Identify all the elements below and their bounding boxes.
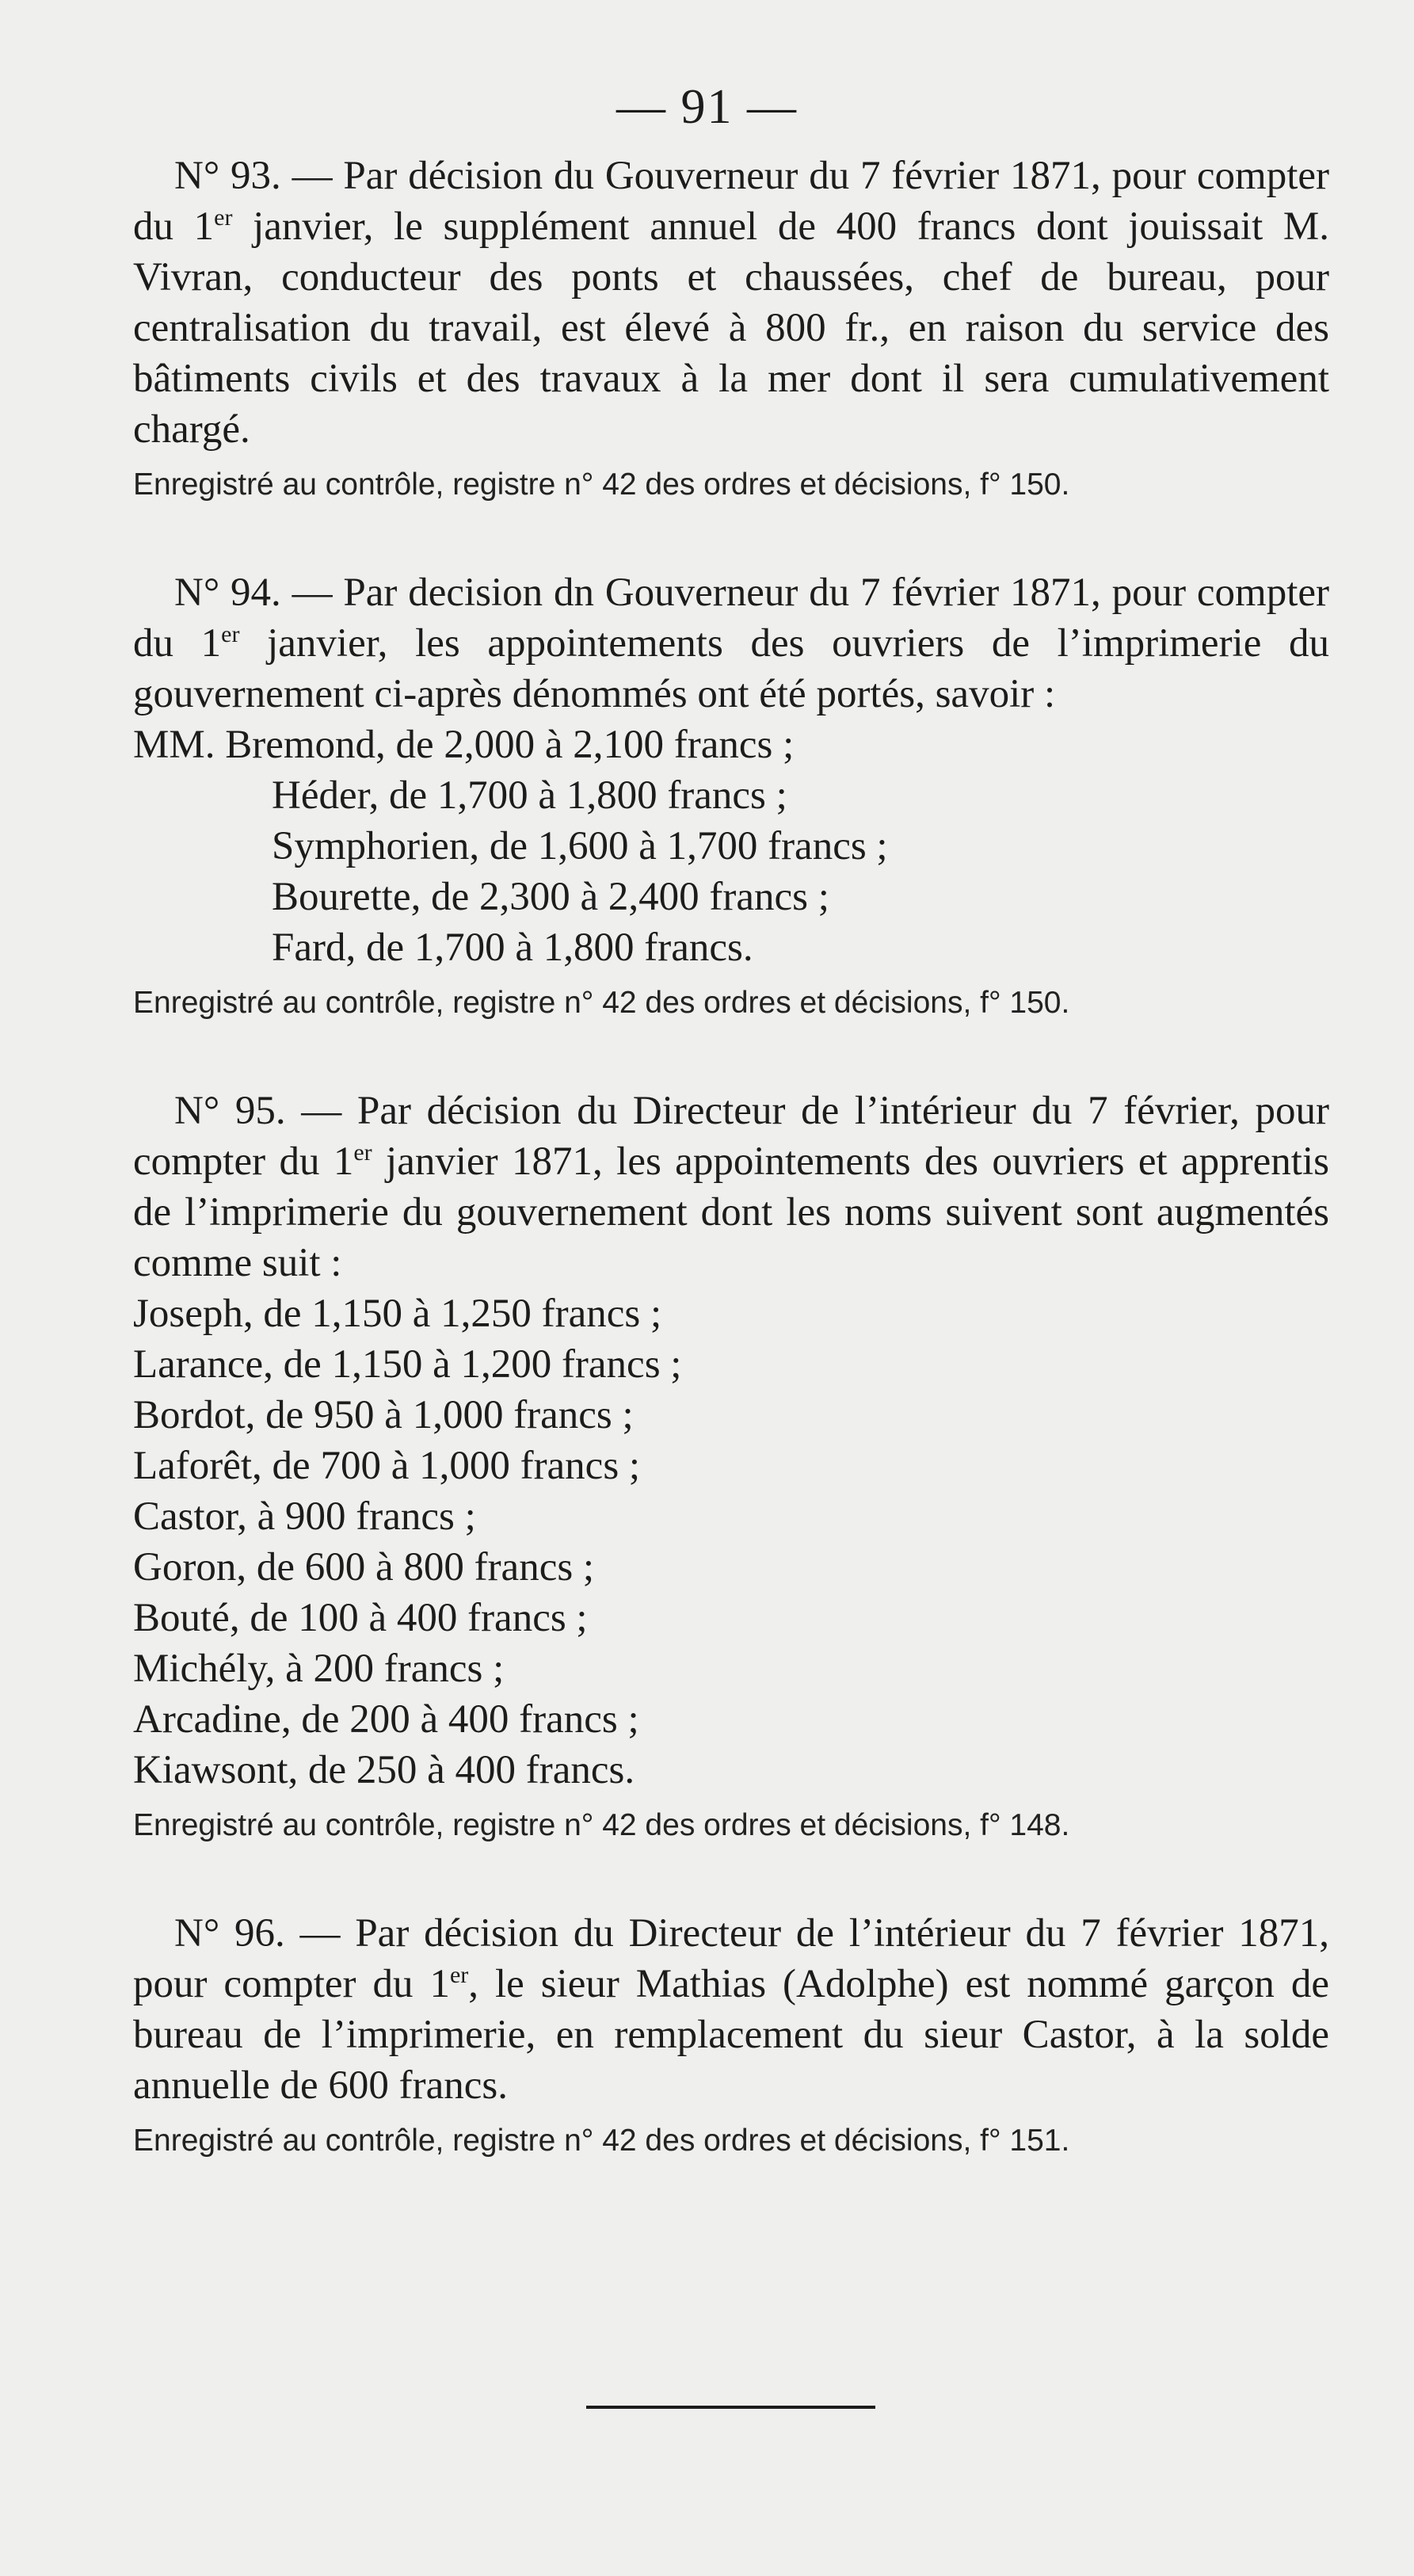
entry-text: , le sieur Mathias (Adolphe) est nommé garçon de bureau de l’imprimerie, en remplacement du sieur Castor, à la solde annuelle de 600 francs. [133,1962,1329,2108]
entry-text: — Par décision du Gouverneur du 7 février 1871, pour compter du 1 [133,154,1329,249]
entry-93-paragraph [133,151,1329,455]
entry-text: — Par décision du Directeur de l’intérieur du 7 février 1871, pour compter du 1 [133,1911,1329,2006]
entry-text: janvier, les appointements des ouvriers de l’imprimerie du gouvernement ci-après dénommés ont été portés, savoir : [133,621,1330,716]
list-item: Laforêt, de 700 à 1,000 francs ; [133,1444,641,1488]
apprentice-list [133,1288,1329,1796]
list-item: Kiawsont, de 250 à 400 francs. [133,1748,635,1792]
registration-note: Enregistré au contrôle, registre n° 42 des ordres et décisions, f° 150. [133,986,1070,1020]
list-item: Larance, de 1,150 à 1,200 francs ; [133,1342,682,1387]
page-number: — 91 — [616,80,798,134]
ordinal-suffix: er [449,1962,469,1988]
worker-list [133,719,1329,973]
entry-96 [133,1908,1329,2162]
list-item: Castor, à 900 francs ; [133,1494,476,1539]
ordinal-suffix: er [353,1139,372,1166]
list-item: Héder, de 1,700 à 1,800 francs ; [272,773,787,818]
entry-number: N° 94. [174,571,281,615]
entry-96-paragraph [133,1908,1329,2111]
list-item: Bouté, de 100 à 400 francs ; [133,1596,588,1640]
entry-gap [133,506,1329,567]
entry-95-paragraph [133,1086,1329,1288]
list-item: Fard, de 1,700 à 1,800 francs. [272,925,753,970]
list-item: Goron, de 600 à 800 francs ; [133,1545,595,1589]
entry-text: — Par décision du Directeur de l’intérieur du 7 février, pour compter du 1 [133,1089,1329,1184]
ordinal-suffix: er [221,621,240,647]
registration-note: Enregistré au contrôle, registre n° 42 des ordres et décisions, f° 148. [133,1808,1070,1842]
entry-text: janvier 1871, les appointements des ouvriers et apprentis de l’imprimerie du gouvernement dont les noms suivent sont augmentés comme suit : [133,1139,1329,1285]
list-item: Bourette, de 2,300 à 2,400 francs ; [272,875,829,919]
list-item: Bordot, de 950 à 1,000 francs ; [133,1393,634,1437]
list-item: Symphorien, de 1,600 à 1,700 francs ; [272,824,888,868]
page-content [133,151,1329,2162]
entry-95 [133,1086,1329,1846]
list-item: Michély, à 200 francs ; [133,1647,505,1691]
entry-number: N° 95. [174,1089,286,1133]
entry-number: N° 96. [174,1911,285,1956]
registration-note: Enregistré au contrôle, registre n° 42 des ordres et décisions, f° 150. [133,467,1070,502]
entry-gap [133,1846,1329,1908]
list-item: Arcadine, de 200 à 400 francs ; [133,1697,639,1742]
entry-text: janvier, le supplément annuel de 400 francs dont jouissait M. Vivran, conducteur des ponts et chaussées, chef de bureau, pour centralisation du travail, est élevé à 800 fr., en raison du service des bâtiments civils et des travaux à la mer dont il sera cumulativement chargé. [133,204,1329,452]
registration-note: Enregistré au contrôle, registre n° 42 des ordres et décisions, f° 151. [133,2124,1070,2158]
entry-94 [133,567,1329,1024]
ordinal-suffix: er [214,204,233,231]
closing-rule [586,2406,875,2409]
entry-94-paragraph [133,567,1329,719]
list-item: MM. Bremond, de 2,000 à 2,100 francs ; [133,723,795,767]
entry-text: — Par decision dn Gouverneur du 7 février 1871, pour compter du 1 [133,571,1329,666]
entry-93 [133,151,1329,506]
entry-gap [133,1024,1329,1086]
list-item: Joseph, de 1,150 à 1,250 francs ; [133,1292,662,1336]
entry-number: N° 93. [174,154,281,198]
